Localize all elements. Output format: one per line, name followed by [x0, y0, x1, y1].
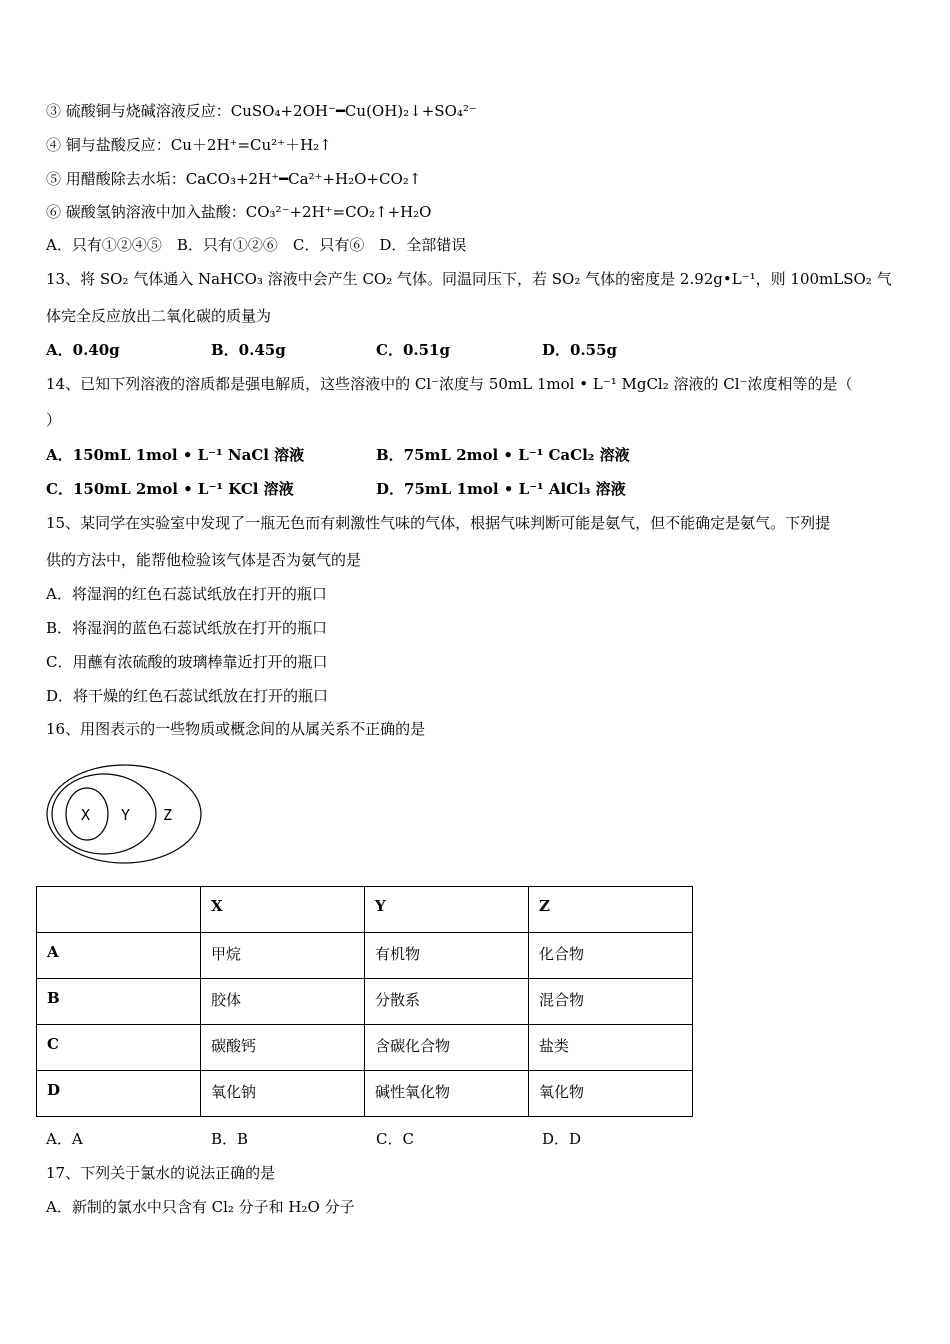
q14-option-a: A．150mL 1mol • L⁻¹ NaCl 溶液: [46, 446, 305, 464]
table-cell: B: [37, 979, 201, 1025]
q13-option-a: A．0.40g: [46, 341, 120, 359]
q15-option-b: B．将湿润的蓝色石蕊试纸放在打开的瓶口: [46, 619, 328, 637]
q17-option-a: A．新制的氯水中只含有 Cl₂ 分子和 H₂O 分子: [46, 1198, 355, 1216]
table-cell: 化合物: [529, 933, 693, 979]
q12-item-3: ③ 硫酸铜与烧碱溶液反应：CuSO₄+2OH⁻━Cu(OH)₂↓+SO₄²⁻: [46, 102, 477, 120]
venn-ellipse-y: [52, 774, 156, 854]
table-header-row: [37, 887, 693, 933]
q16-option-b: B．B: [211, 1130, 249, 1148]
venn-label-y: Y: [121, 806, 131, 824]
table-cell: 分散系: [365, 979, 529, 1025]
table-row: [37, 1071, 693, 1117]
venn-diagram: [44, 762, 206, 866]
table-cell: 碱性氧化物: [365, 1071, 529, 1117]
q16-stem: 16、用图表示的一些物质或概念间的从属关系不正确的是: [46, 720, 426, 738]
q16-table: [36, 886, 693, 1117]
table-header-cell: [37, 887, 201, 933]
q13-option-d: D．0.55g: [542, 341, 618, 359]
table-cell: 氧化物: [529, 1071, 693, 1117]
q14-option-c: C．150mL 2mol • L⁻¹ KCl 溶液: [46, 480, 294, 498]
table-row: [37, 1025, 693, 1071]
venn-label-z: Z: [163, 806, 173, 824]
q14-option-d: D．75mL 1mol • L⁻¹ AlCl₃ 溶液: [376, 480, 626, 498]
q15-stem-line2: 供的方法中，能帮他检验该气体是否为氨气的是: [46, 551, 362, 569]
q17-stem: 17、下列关于氯水的说法正确的是: [46, 1164, 276, 1182]
table-header-cell: X: [201, 887, 365, 933]
q13-option-b: B．0.45g: [211, 341, 286, 359]
table-cell: 甲烷: [201, 933, 365, 979]
q15-option-c: C．用蘸有浓硫酸的玻璃棒靠近打开的瓶口: [46, 653, 328, 671]
q12-item-6: ⑥ 碳酸氢钠溶液中加入盐酸：CO₃²⁻+2H⁺=CO₂↑+H₂O: [46, 203, 432, 221]
table-cell: D: [37, 1071, 201, 1117]
q12-item-4: ④ 铜与盐酸反应：Cu＋2H⁺=Cu²⁺＋H₂↑: [46, 136, 332, 154]
q13-stem-line2: 体完全反应放出二氧化碳的质量为: [46, 307, 272, 325]
table-cell: A: [37, 933, 201, 979]
table-cell: 碳酸钙: [201, 1025, 365, 1071]
table-cell: 含碳化合物: [365, 1025, 529, 1071]
table-cell: 胶体: [201, 979, 365, 1025]
table-row: [37, 979, 693, 1025]
q16-option-a: A．A: [46, 1130, 83, 1148]
table-cell: 盐类: [529, 1025, 693, 1071]
table-cell: 混合物: [529, 979, 693, 1025]
q13-stem-line1: 13、将 SO₂ 气体通入 NaHCO₃ 溶液中会产生 CO₂ 气体。同温同压下，若 SO₂ 气体的密度是 2.92g•L⁻¹，则 100mLSO₂ 气: [46, 270, 892, 288]
q15-stem-line1: 15、某同学在实验室中发现了一瓶无色而有刺激性气味的气体，根据气味判断可能是氨气，但不能确定是氨气。下列提: [46, 514, 831, 532]
q13-option-c: C．0.51g: [376, 341, 450, 359]
table-cell: C: [37, 1025, 201, 1071]
table-header-cell: Z: [529, 887, 693, 933]
q12-options: A．只有①②④⑤ B．只有①②⑥ C．只有⑥ D．全部错误: [46, 236, 467, 254]
q16-option-c: C．C: [376, 1130, 414, 1148]
q14-option-b: B．75mL 2mol • L⁻¹ CaCl₂ 溶液: [376, 446, 630, 464]
table-cell: 氧化钠: [201, 1071, 365, 1117]
venn-label-x: X: [81, 806, 91, 824]
q14-stem-line1: 14、已知下列溶液的溶质都是强电解质，这些溶液中的 Cl⁻浓度与 50mL 1mol • L⁻¹ MgCl₂ 溶液的 Cl⁻浓度相等的是（: [46, 375, 853, 393]
table-row: [37, 933, 693, 979]
q15-option-a: A．将湿润的红色石蕊试纸放在打开的瓶口: [46, 585, 327, 603]
table-header-cell: Y: [365, 887, 529, 933]
q12-item-5: ⑤ 用醋酸除去水垢：CaCO₃+2H⁺━Ca²⁺+H₂O+CO₂↑: [46, 170, 422, 188]
q14-stem-line2: ）: [46, 411, 62, 429]
q15-option-d: D．将干燥的红色石蕊试纸放在打开的瓶口: [46, 687, 329, 705]
table-cell: 有机物: [365, 933, 529, 979]
q16-option-d: D．D: [542, 1130, 582, 1148]
